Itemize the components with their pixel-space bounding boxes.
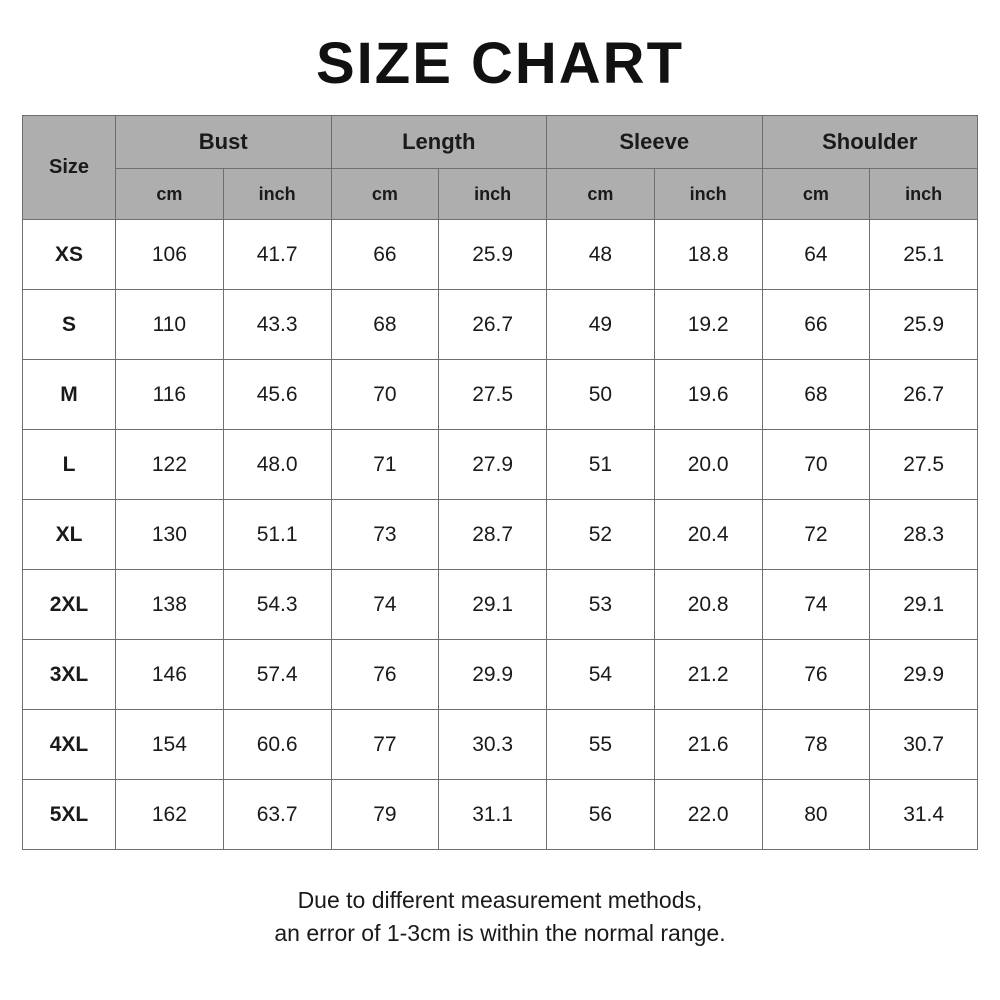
header-row-units [23, 169, 978, 220]
cell-sleeve-inch: 21.6 [654, 710, 762, 780]
cell-shoulder-cm: 68 [762, 360, 870, 430]
column-group-shoulder: Shoulder [762, 116, 978, 169]
cell-sleeve-inch: 20.8 [654, 570, 762, 640]
cell-length-cm: 73 [331, 500, 439, 570]
cell-sleeve-inch: 19.6 [654, 360, 762, 430]
size-label: S [23, 290, 116, 360]
cell-bust-cm: 162 [116, 780, 224, 850]
size-label: 5XL [23, 780, 116, 850]
cell-sleeve-inch: 18.8 [654, 220, 762, 290]
cell-bust-cm: 106 [116, 220, 224, 290]
size-label: M [23, 360, 116, 430]
cell-sleeve-inch: 21.2 [654, 640, 762, 710]
cell-sleeve-cm: 55 [547, 710, 655, 780]
cell-sleeve-inch: 20.0 [654, 430, 762, 500]
cell-length-cm: 77 [331, 710, 439, 780]
table-row [23, 780, 978, 850]
table-row [23, 710, 978, 780]
cell-length-inch: 29.9 [439, 640, 547, 710]
table-row [23, 500, 978, 570]
cell-sleeve-cm: 50 [547, 360, 655, 430]
cell-shoulder-inch: 25.9 [870, 290, 978, 360]
measurement-note [0, 850, 1000, 951]
cell-bust-cm: 138 [116, 570, 224, 640]
size-label: XL [23, 500, 116, 570]
cell-bust-inch: 41.7 [223, 220, 331, 290]
cell-shoulder-cm: 72 [762, 500, 870, 570]
cell-sleeve-inch: 22.0 [654, 780, 762, 850]
cell-shoulder-inch: 29.1 [870, 570, 978, 640]
table-row [23, 220, 978, 290]
size-label: 2XL [23, 570, 116, 640]
cell-shoulder-cm: 64 [762, 220, 870, 290]
measurement-note-line-1: Due to different measurement methods, [297, 887, 703, 913]
table-row [23, 430, 978, 500]
table-row [23, 570, 978, 640]
size-chart-table-wrap [0, 115, 1000, 850]
cell-bust-cm: 110 [116, 290, 224, 360]
size-label: 4XL [23, 710, 116, 780]
unit-header-length-cm: cm [331, 169, 439, 220]
cell-length-cm: 79 [331, 780, 439, 850]
cell-sleeve-cm: 52 [547, 500, 655, 570]
cell-length-cm: 70 [331, 360, 439, 430]
cell-shoulder-cm: 78 [762, 710, 870, 780]
cell-sleeve-cm: 53 [547, 570, 655, 640]
unit-header-bust-inch: inch [223, 169, 331, 220]
cell-length-cm: 71 [331, 430, 439, 500]
cell-length-inch: 28.7 [439, 500, 547, 570]
cell-bust-cm: 122 [116, 430, 224, 500]
cell-shoulder-inch: 28.3 [870, 500, 978, 570]
cell-bust-inch: 45.6 [223, 360, 331, 430]
cell-sleeve-cm: 56 [547, 780, 655, 850]
unit-header-sleeve-inch: inch [654, 169, 762, 220]
unit-header-shoulder-cm: cm [762, 169, 870, 220]
cell-length-inch: 29.1 [439, 570, 547, 640]
cell-bust-cm: 116 [116, 360, 224, 430]
cell-length-cm: 74 [331, 570, 439, 640]
cell-bust-cm: 154 [116, 710, 224, 780]
cell-shoulder-cm: 66 [762, 290, 870, 360]
size-chart-table [22, 115, 978, 850]
column-group-bust: Bust [116, 116, 332, 169]
size-label: XS [23, 220, 116, 290]
cell-bust-inch: 57.4 [223, 640, 331, 710]
cell-shoulder-inch: 27.5 [870, 430, 978, 500]
table-row [23, 640, 978, 710]
header-row-groups [23, 116, 978, 169]
cell-length-inch: 27.5 [439, 360, 547, 430]
cell-shoulder-inch: 26.7 [870, 360, 978, 430]
cell-length-cm: 76 [331, 640, 439, 710]
cell-length-cm: 66 [331, 220, 439, 290]
cell-sleeve-cm: 51 [547, 430, 655, 500]
unit-header-length-inch: inch [439, 169, 547, 220]
table-body [23, 220, 978, 850]
cell-bust-cm: 130 [116, 500, 224, 570]
cell-length-inch: 30.3 [439, 710, 547, 780]
unit-header-shoulder-inch: inch [870, 169, 978, 220]
table-header [23, 116, 978, 220]
cell-sleeve-cm: 54 [547, 640, 655, 710]
cell-bust-inch: 43.3 [223, 290, 331, 360]
cell-shoulder-inch: 29.9 [870, 640, 978, 710]
cell-shoulder-inch: 30.7 [870, 710, 978, 780]
table-row [23, 360, 978, 430]
cell-length-cm: 68 [331, 290, 439, 360]
cell-shoulder-cm: 70 [762, 430, 870, 500]
cell-length-inch: 31.1 [439, 780, 547, 850]
cell-bust-inch: 51.1 [223, 500, 331, 570]
cell-bust-cm: 146 [116, 640, 224, 710]
cell-sleeve-cm: 49 [547, 290, 655, 360]
page-title: SIZE CHART [316, 31, 684, 96]
cell-bust-inch: 48.0 [223, 430, 331, 500]
cell-length-inch: 27.9 [439, 430, 547, 500]
cell-sleeve-inch: 19.2 [654, 290, 762, 360]
cell-shoulder-cm: 74 [762, 570, 870, 640]
cell-sleeve-cm: 48 [547, 220, 655, 290]
table-row [23, 290, 978, 360]
column-group-sleeve: Sleeve [547, 116, 763, 169]
cell-bust-inch: 63.7 [223, 780, 331, 850]
unit-header-sleeve-cm: cm [547, 169, 655, 220]
size-label: 3XL [23, 640, 116, 710]
cell-length-inch: 26.7 [439, 290, 547, 360]
cell-bust-inch: 60.6 [223, 710, 331, 780]
unit-header-bust-cm: cm [116, 169, 224, 220]
cell-shoulder-cm: 76 [762, 640, 870, 710]
column-group-length: Length [331, 116, 547, 169]
cell-length-inch: 25.9 [439, 220, 547, 290]
cell-shoulder-inch: 25.1 [870, 220, 978, 290]
cell-shoulder-cm: 80 [762, 780, 870, 850]
cell-bust-inch: 54.3 [223, 570, 331, 640]
measurement-note-line-2: an error of 1-3cm is within the normal range. [274, 920, 726, 947]
size-label: L [23, 430, 116, 500]
column-header-size: Size [23, 116, 116, 220]
cell-shoulder-inch: 31.4 [870, 780, 978, 850]
cell-sleeve-inch: 20.4 [654, 500, 762, 570]
